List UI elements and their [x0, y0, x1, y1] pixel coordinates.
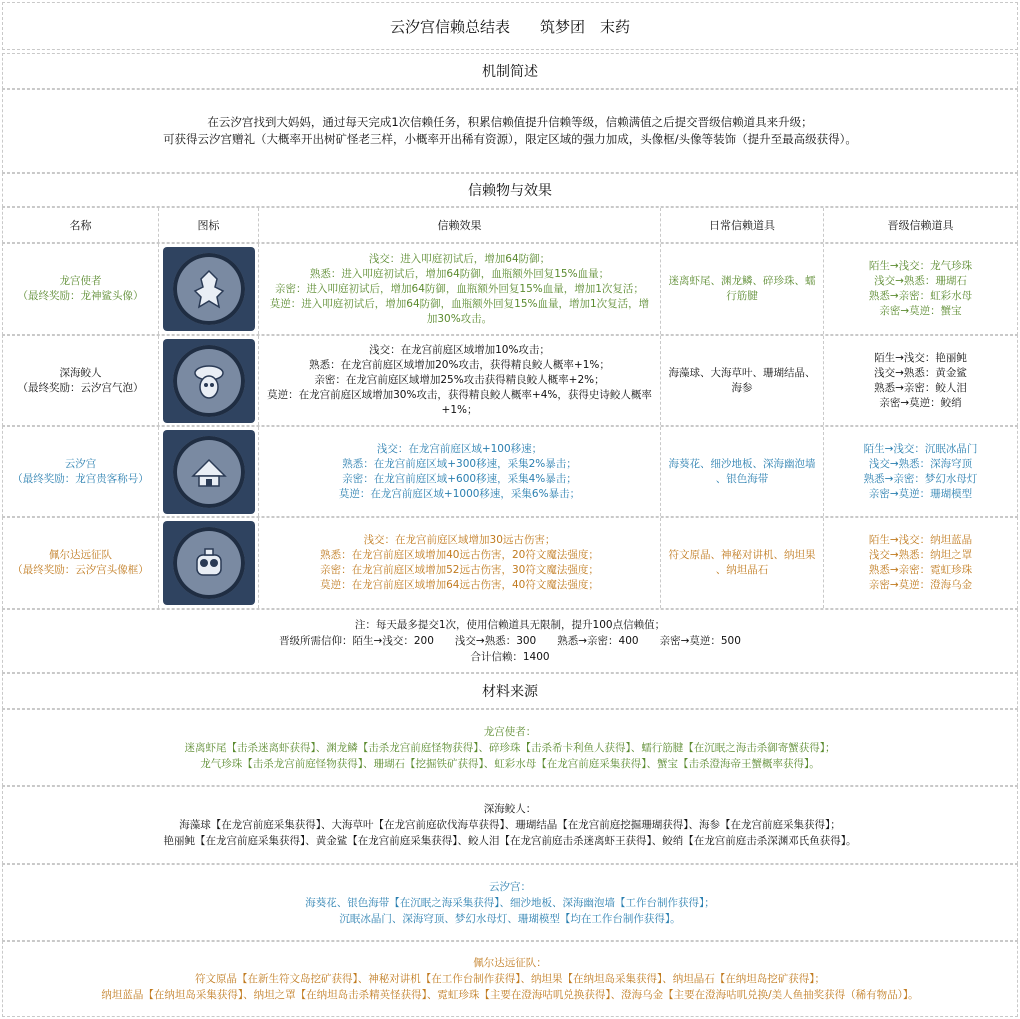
row-daily-cell — [661, 518, 824, 608]
upgrade-line: 陌生→浅交：纳坦蓝晶 — [868, 534, 973, 546]
note-line: 注：每天最多提交1次，使用信赖道具无限制，提升100点信赖值； — [354, 619, 666, 631]
row-daily-cell — [661, 244, 824, 334]
effect-line: 加30%攻击。 — [426, 312, 493, 325]
daily-line: 海参 — [731, 381, 753, 394]
column-header-icon: 图标 — [159, 208, 259, 242]
row-name: 云汐宫 — [64, 457, 97, 470]
effect-line: 浅交：在龙宫前庭区域增加10%攻击； — [369, 344, 550, 356]
materials-group — [2, 786, 1018, 864]
mechanism-heading-text: 机制简述 — [482, 64, 538, 80]
effect-line: 熟悉：在龙宫前庭区域增加20%攻击，获得精良鲛人概率+1%； — [309, 359, 610, 371]
daily-line: 、银色海带 — [715, 472, 769, 485]
row-icon-cell — [159, 518, 259, 608]
row-daily-cell — [661, 336, 824, 425]
materials-group-title: 龙宫使者： — [483, 725, 537, 738]
row-effect-cell — [259, 427, 661, 516]
row-upgrade-cell — [824, 427, 1017, 516]
daily-line: 符文原晶、神秘对讲机、纳坦果 — [668, 549, 816, 561]
effect-line: +1%； — [441, 404, 478, 416]
materials-line: 海藻球【在龙宫前庭采集获得】、大海草叶【在龙宫前庭砍伐海草获得】、珊瑚结晶【在龙宫前庭挖掘珊瑚获得】、海参【在龙宫前庭采集获得】； — [179, 819, 841, 831]
upgrade-line: 浅交→熟悉：纳坦之罩 — [868, 549, 973, 561]
mechanism-line: 在云汐宫找到大妈妈，通过每天完成1次信赖任务，积累信赖值提升信赖等级，信赖满值之后提交晋级信赖道具来升级； — [207, 115, 813, 129]
row-icon-cell — [159, 336, 259, 425]
effect-line: 莫逆：进入叩庭初试后，增加64防御，血瓶额外回复15%血量，增加1次复活，增 — [269, 297, 650, 310]
row-name-cell — [3, 518, 159, 608]
row-name-cell — [3, 244, 159, 334]
materials-line: 迷离虾尾【击杀迷离虾获得】、渊龙鳞【击杀龙宫前庭怪物获得】、碎珍珠【击杀希卡利鱼人获得】、蠕行筋腱【在沉眠之海击杀御寄蟹获得】； — [184, 741, 836, 754]
row-reward: （最终奖励：云汐宫气泡） — [17, 381, 144, 394]
materials-group — [2, 864, 1018, 941]
items-heading-text: 信赖物与效果 — [468, 183, 552, 199]
materials-heading — [2, 673, 1018, 709]
daily-line: 行筋腱 — [726, 290, 758, 302]
dragon-envoy-icon — [163, 247, 255, 331]
materials-line: 沉眠冰晶门、深海穹顶、梦幻水母灯、珊瑚模型【均在工作台制作获得】。 — [339, 912, 681, 925]
materials-group — [2, 941, 1018, 1017]
upgrade-line: 熟悉→亲密：虹彩水母 — [868, 290, 973, 302]
upgrade-line: 陌生→浅交：龙气珍珠 — [868, 260, 973, 272]
materials-line: 艳丽鲀【在龙宫前庭采集获得】、黄金鲨【在龙宫前庭采集获得】、鲛人泪【在龙宫前庭击杀迷离虾王获得】、鲛绡【在龙宫前庭击杀深渊邓氏鱼获得】。 — [163, 835, 857, 847]
row-upgrade-cell — [824, 336, 1017, 425]
effect-line: 熟悉：进入叩庭初试后，增加64防御，血瓶额外回复15%血量； — [309, 267, 610, 280]
row-reward: （最终奖励：龙宫贵客称号） — [12, 472, 149, 485]
note-line: 合计信赖：1400 — [470, 651, 550, 663]
row-effect-cell — [259, 518, 661, 608]
row-upgrade-cell — [824, 244, 1017, 334]
row-reward: （最终奖励：龙神鲨头像） — [17, 290, 144, 302]
items-heading — [2, 173, 1018, 207]
materials-group-title: 深海鲛人： — [483, 803, 537, 815]
pelda-expedition-icon — [163, 521, 255, 605]
effect-line: 莫逆：在龙宫前庭区域增加30%攻击，获得精良鲛人概率+4%，获得史诗鲛人概率 — [267, 389, 652, 401]
note-block — [2, 609, 1018, 673]
effect-line: 亲密：在龙宫前庭区域+600移速，采集4%暴击； — [342, 472, 577, 485]
upgrade-line: 陌生→浅交：沉眠冰晶门 — [863, 442, 978, 455]
upgrade-line: 亲密→莫逆：蟹宝 — [879, 305, 962, 317]
effect-line: 浅交：进入叩庭初试后，增加64防御； — [368, 252, 551, 265]
table-row — [2, 517, 1018, 609]
materials-line: 龙气珍珠【击杀龙宫前庭怪物获得】、珊瑚石【挖掘铁矿获得】、虹彩水母【在龙宫前庭采集获得】、蟹宝【击杀澄海帝王蟹概率获得】。 — [200, 757, 820, 770]
mechanism-line: 可获得云汐宫赠礼（大概率开出树矿怪老三样，小概率开出稀有资源），限定区域的强力加成，头像框/头像等装饰（提升至最高级获得）。 — [163, 132, 857, 146]
row-name: 龙宫使者 — [59, 275, 102, 287]
row-name: 佩尔达远征队 — [49, 549, 112, 561]
table-row — [2, 335, 1018, 426]
table-row — [2, 426, 1018, 517]
row-effect-cell — [259, 336, 661, 425]
row-name-cell — [3, 336, 159, 425]
row-name: 深海鲛人 — [59, 366, 102, 379]
note-line: 晋级所需信仰：陌生→浅交：200 浅交→熟悉：300 熟悉→亲密：400 亲密→莫逆：500 — [279, 635, 741, 647]
row-icon-cell — [159, 427, 259, 516]
daily-line: 、纳坦晶石 — [715, 564, 769, 576]
materials-heading-text: 材料来源 — [482, 684, 538, 700]
daily-line: 海藻球、大海草叶、珊瑚结晶、 — [668, 366, 816, 379]
page-title — [2, 2, 1018, 50]
row-daily-cell — [661, 427, 824, 516]
effect-line: 浅交：在龙宫前庭区域+100移速； — [376, 442, 543, 455]
materials-line: 纳坦蓝晶【在纳坦岛采集获得】、纳坦之罩【在纳坦岛击杀精英怪获得】、霓虹珍珠【主要在澄海咕叽兑换获得】、澄海乌金【主要在澄海咕叽兑换/美人鱼抽奖获得（稀有物品）】。 — [101, 989, 919, 1001]
column-header-daily: 日常信赖道具 — [661, 208, 824, 242]
upgrade-line: 亲密→莫逆：珊瑚模型 — [868, 487, 973, 500]
column-header-name: 名称 — [3, 208, 159, 242]
mechanism-description — [2, 89, 1018, 173]
effect-line: 亲密：在龙宫前庭区域增加25%攻击获得精良鲛人概率+2%； — [314, 374, 605, 386]
upgrade-line: 熟悉→亲密：霓虹珍珠 — [868, 564, 973, 576]
row-reward: （最终奖励：云汐宫头像框） — [12, 564, 149, 576]
mechanism-heading — [2, 53, 1018, 89]
daily-line: 迷离虾尾、渊龙鳞、碎珍珠、蠕 — [668, 275, 816, 287]
upgrade-line: 陌生→浅交：艳丽鲀 — [874, 351, 967, 364]
upgrade-line: 亲密→莫逆：澄海乌金 — [868, 579, 973, 591]
column-header-effect: 信赖效果 — [259, 208, 661, 242]
materials-line: 海葵花、银色海带【在沉眠之海采集获得】、细沙地板、深海幽泡墙【工作台制作获得】； — [305, 896, 715, 909]
row-upgrade-cell — [824, 518, 1017, 608]
effect-line: 浅交：在龙宫前庭区域增加30远古伤害； — [363, 534, 556, 546]
upgrade-line: 浅交→熟悉：黄金鲨 — [874, 366, 967, 379]
materials-line: 符文原晶【在新生符文岛挖矿获得】、神秘对讲机【在工作台制作获得】、纳坦果【在纳坦岛采集获得】、纳坦晶石【在纳坦岛挖矿获得】； — [195, 973, 825, 985]
column-header-upgrade: 晋级信赖道具 — [887, 219, 954, 232]
materials-group-title: 云汐宫： — [489, 880, 531, 893]
daily-line: 海葵花、细沙地板、深海幽泡墙 — [668, 457, 816, 470]
materials-group — [2, 709, 1018, 786]
effect-line: 亲密：进入叩庭初试后，增加64防御，血瓶额外回复15%血量，增加1次复活； — [275, 282, 644, 295]
upgrade-line: 熟悉→亲密：梦幻水母灯 — [863, 472, 978, 485]
page-title-text: 云汐宫信赖总结表 筑梦团 末药 — [389, 17, 630, 36]
row-name-cell — [3, 427, 159, 516]
row-effect-cell — [259, 244, 661, 334]
upgrade-line: 亲密→莫逆：鲛绡 — [879, 396, 962, 409]
upgrade-line: 浅交→熟悉：珊瑚石 — [874, 275, 967, 287]
upgrade-line: 浅交→熟悉：深海穹顶 — [868, 457, 973, 470]
row-icon-cell — [159, 244, 259, 334]
effect-line: 亲密：在龙宫前庭区域增加52远古伤害，30符文魔法强度； — [320, 564, 599, 576]
upgrade-line: 熟悉→亲密：鲛人泪 — [874, 381, 967, 394]
effect-line: 熟悉：在龙宫前庭区域+300移速，采集2%暴击； — [342, 457, 577, 470]
effect-line: 熟悉：在龙宫前庭区域增加40远古伤害，20符文魔法强度； — [320, 549, 599, 561]
deep-sea-merfolk-icon — [163, 339, 255, 423]
table-row — [2, 243, 1018, 335]
effect-line: 莫逆：在龙宫前庭区域+1000移速，采集6%暴击； — [338, 487, 581, 500]
table-header — [2, 207, 1018, 243]
cloud-palace-icon — [163, 430, 255, 514]
materials-group-title: 佩尔达远征队： — [473, 957, 547, 969]
effect-line: 莫逆：在龙宫前庭区域增加64远古伤害，40符文魔法强度； — [320, 579, 599, 591]
